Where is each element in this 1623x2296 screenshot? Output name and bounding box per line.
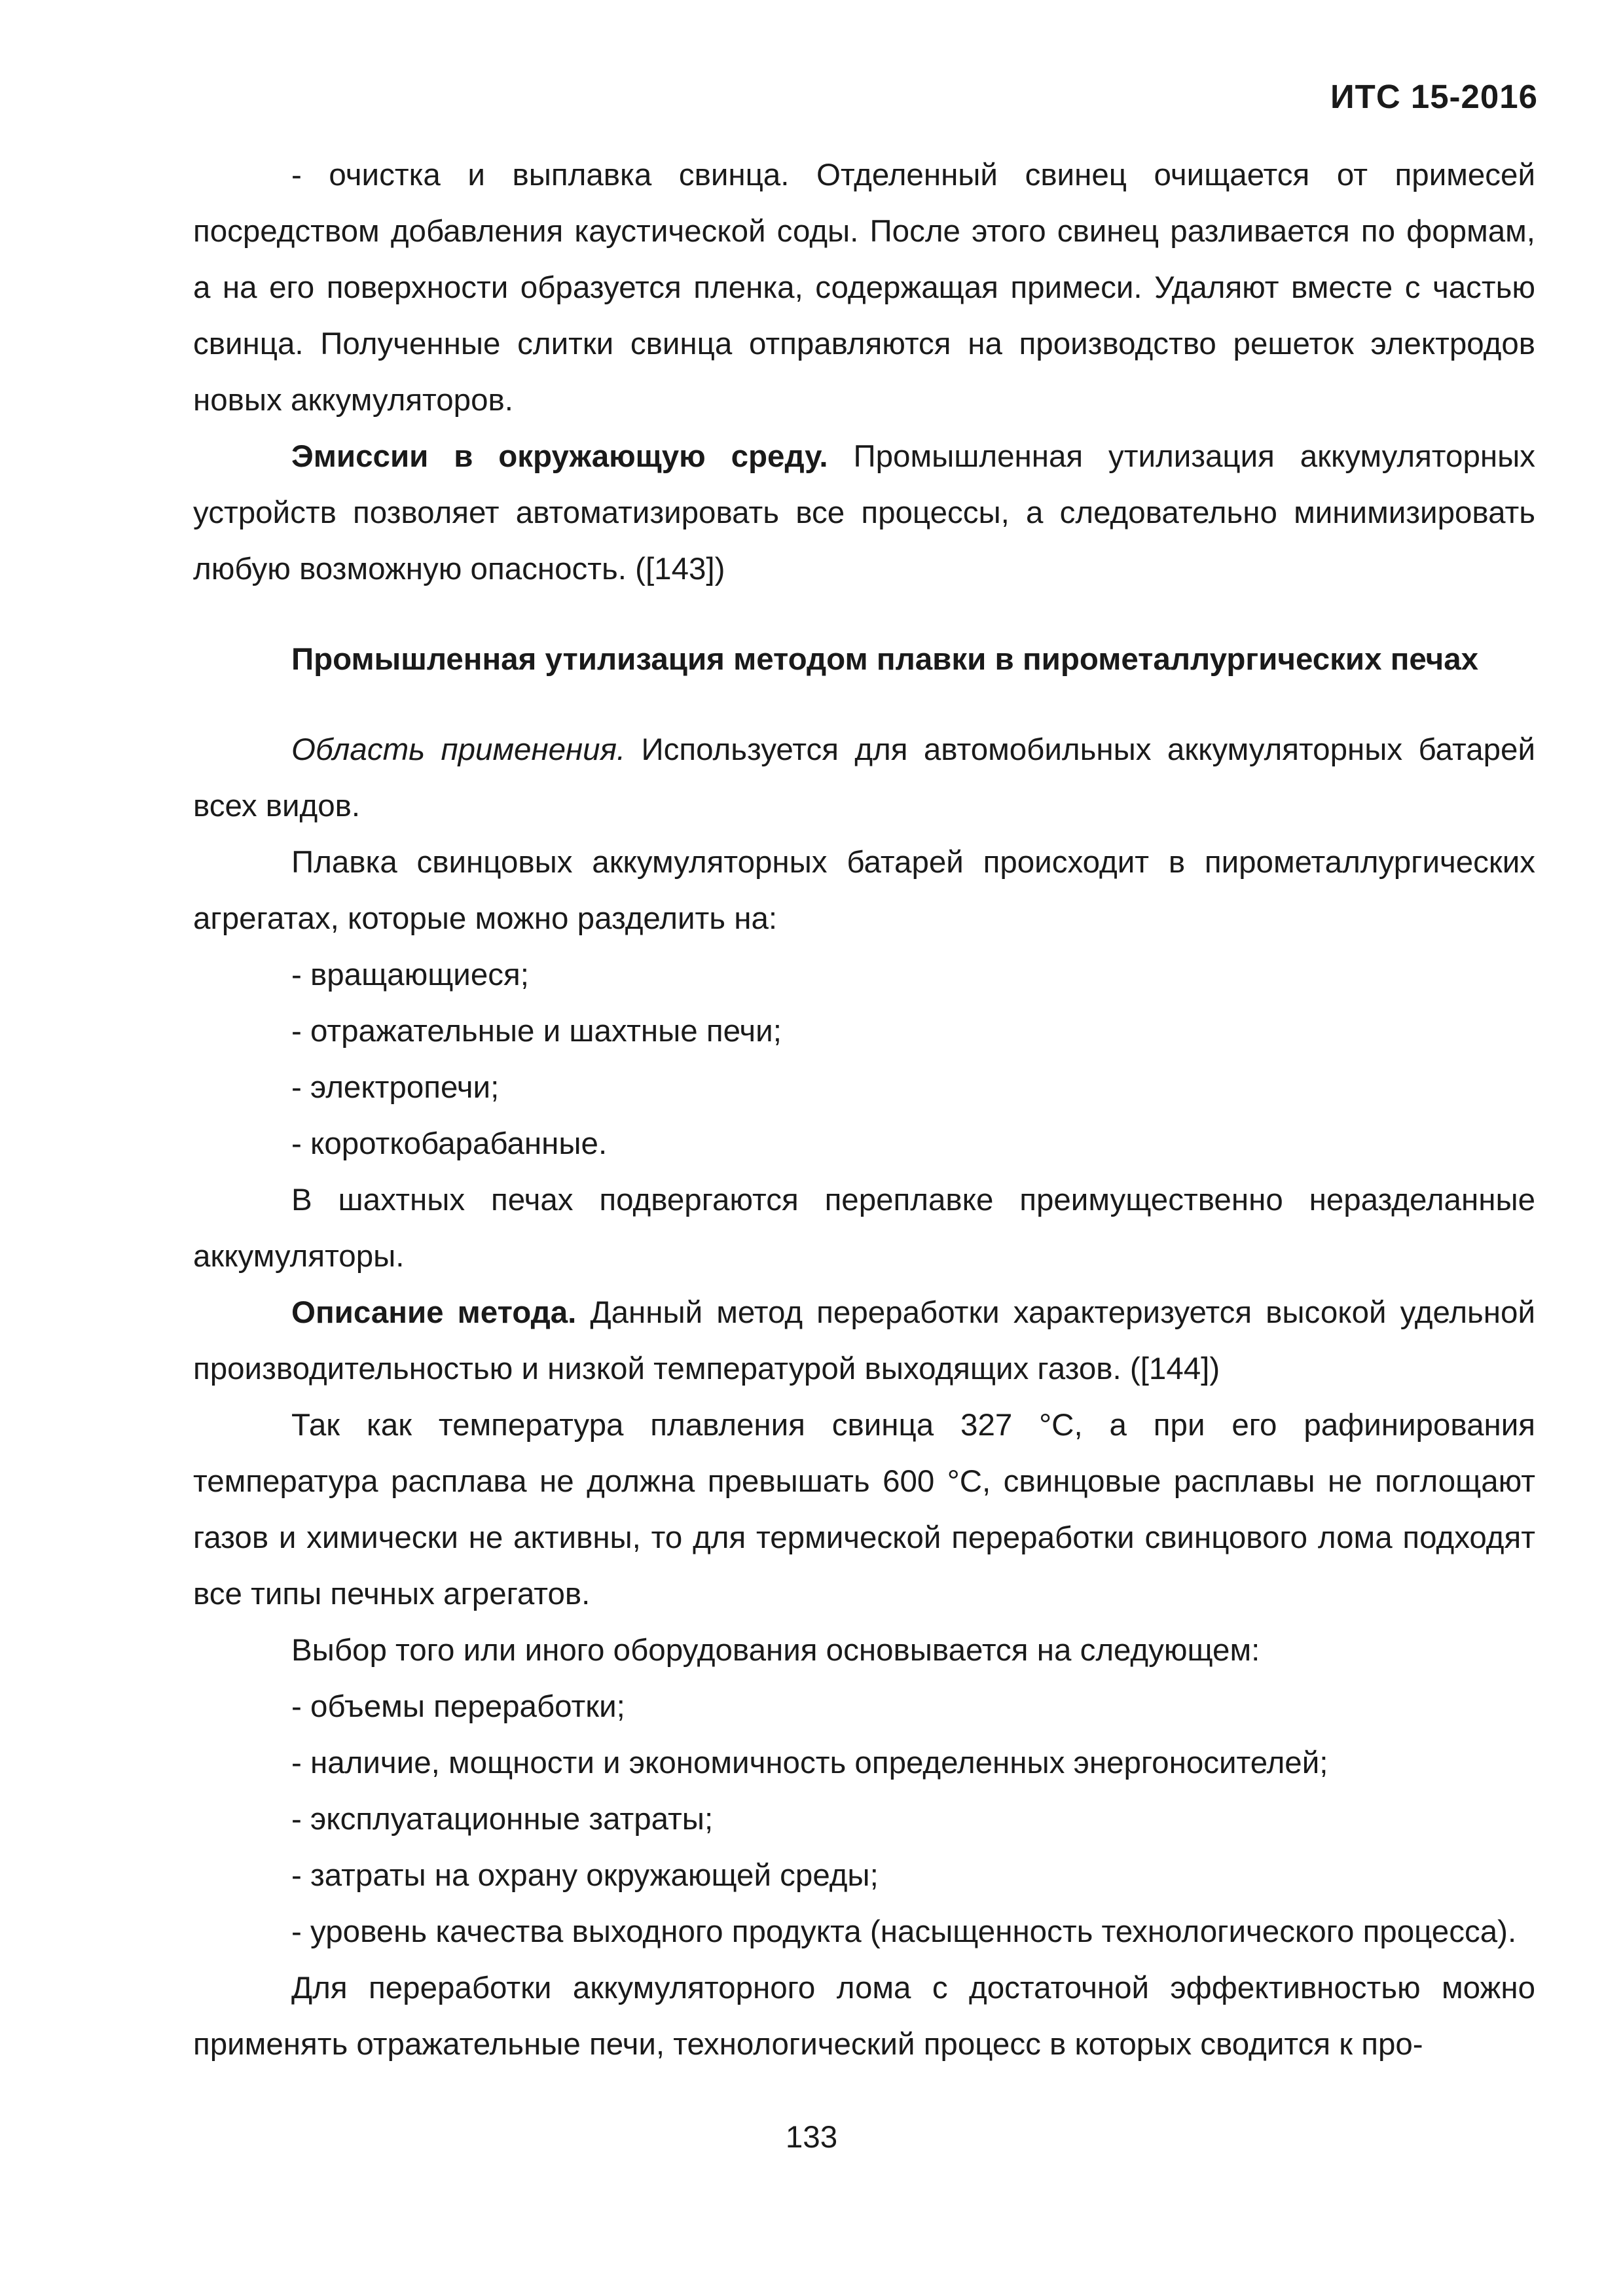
list-item: - вращающиеся;: [291, 958, 529, 992]
paragraph-shaft-furnaces: В шахтных печах подвергаются переплавке преимущественно неразделанные аккумуляторы.: [193, 1183, 1535, 1274]
paragraph-equipment-choice: Выбор того или иного оборудования основывается на следующем:: [291, 1633, 1260, 1668]
section-heading: Промышленная утилизация методом плавки в пирометаллургических печах: [291, 642, 1479, 677]
document-code: ИТС 15-2016: [1330, 78, 1538, 115]
paragraph-smelting: Плавка свинцовых аккумуляторных батарей происходит в пирометаллургических агрегатах, которые можно разделить на:: [193, 845, 1535, 936]
paragraph-scope-text: Используется для автомобильных аккумуляторных батарей всех видов.: [193, 732, 1535, 823]
list-item: - уровень качества выходного продукта (насыщенность технологического процесса).: [291, 1914, 1517, 1949]
list-item: - отражательные и шахтные печи;: [291, 1014, 782, 1049]
list-item: - эксплуатационные затраты;: [291, 1802, 714, 1837]
list-item: - электропечи;: [291, 1070, 500, 1105]
paragraph-method-description: [193, 1285, 1535, 1397]
list-item: - наличие, мощности и экономичность определенных энергоносителей;: [291, 1746, 1328, 1780]
list-item: - короткобарабанные.: [291, 1126, 608, 1161]
paragraph-scope-lead: Область применения.: [291, 732, 626, 767]
paragraph-scope: [193, 722, 1535, 834]
paragraph-emissions-lead: Эмиссии в окружающую среду.: [291, 439, 828, 474]
page-body: [193, 147, 1535, 2073]
paragraph-method-lead: Описание метода.: [291, 1295, 577, 1330]
list-item: - объемы переработки;: [291, 1689, 625, 1724]
list-item: - затраты на охрану окружающей среды;: [291, 1858, 879, 1893]
paragraph-reverberatory-furnaces: Для переработки аккумуляторного лома с достаточной эффективностью можно применять отражательные печи, технологический процесс в которых сводится к про-: [193, 1971, 1535, 2062]
page-number: 133: [785, 2120, 838, 2155]
paragraph-temperature: Так как температура плавления свинца 327 °С, а при его рафинирования температура расплава не должна превышать 600 °С, свинцовые расплавы не поглощают газов и химически не активны, то для термической переработки свинцового лома подходят все типы печных агрегатов.: [193, 1408, 1535, 1611]
paragraph-emissions-text: Промышленная утилизация аккумуляторных устройств позволяет автоматизировать все процессы, а следовательно минимизировать любую возможную опасность. ([143]): [193, 439, 1535, 586]
paragraph-lead-purification: - очистка и выплавка свинца. Отделенный свинец очищается от примесей посредством добавления каустической соды. После этого свинец разливается по формам, а на его поверхности образуется пленка, содержащая примеси. Удаляют вместе с частью свинца. Полученные слитки свинца отправляются на производство решеток электродов новых аккумуляторов.: [193, 158, 1535, 418]
paragraph-method-text: Данный метод переработки характеризуется высокой удельной производительностью и низкой температурой выходящих газов. ([144]): [193, 1295, 1535, 1386]
paragraph-emissions: [193, 429, 1535, 598]
